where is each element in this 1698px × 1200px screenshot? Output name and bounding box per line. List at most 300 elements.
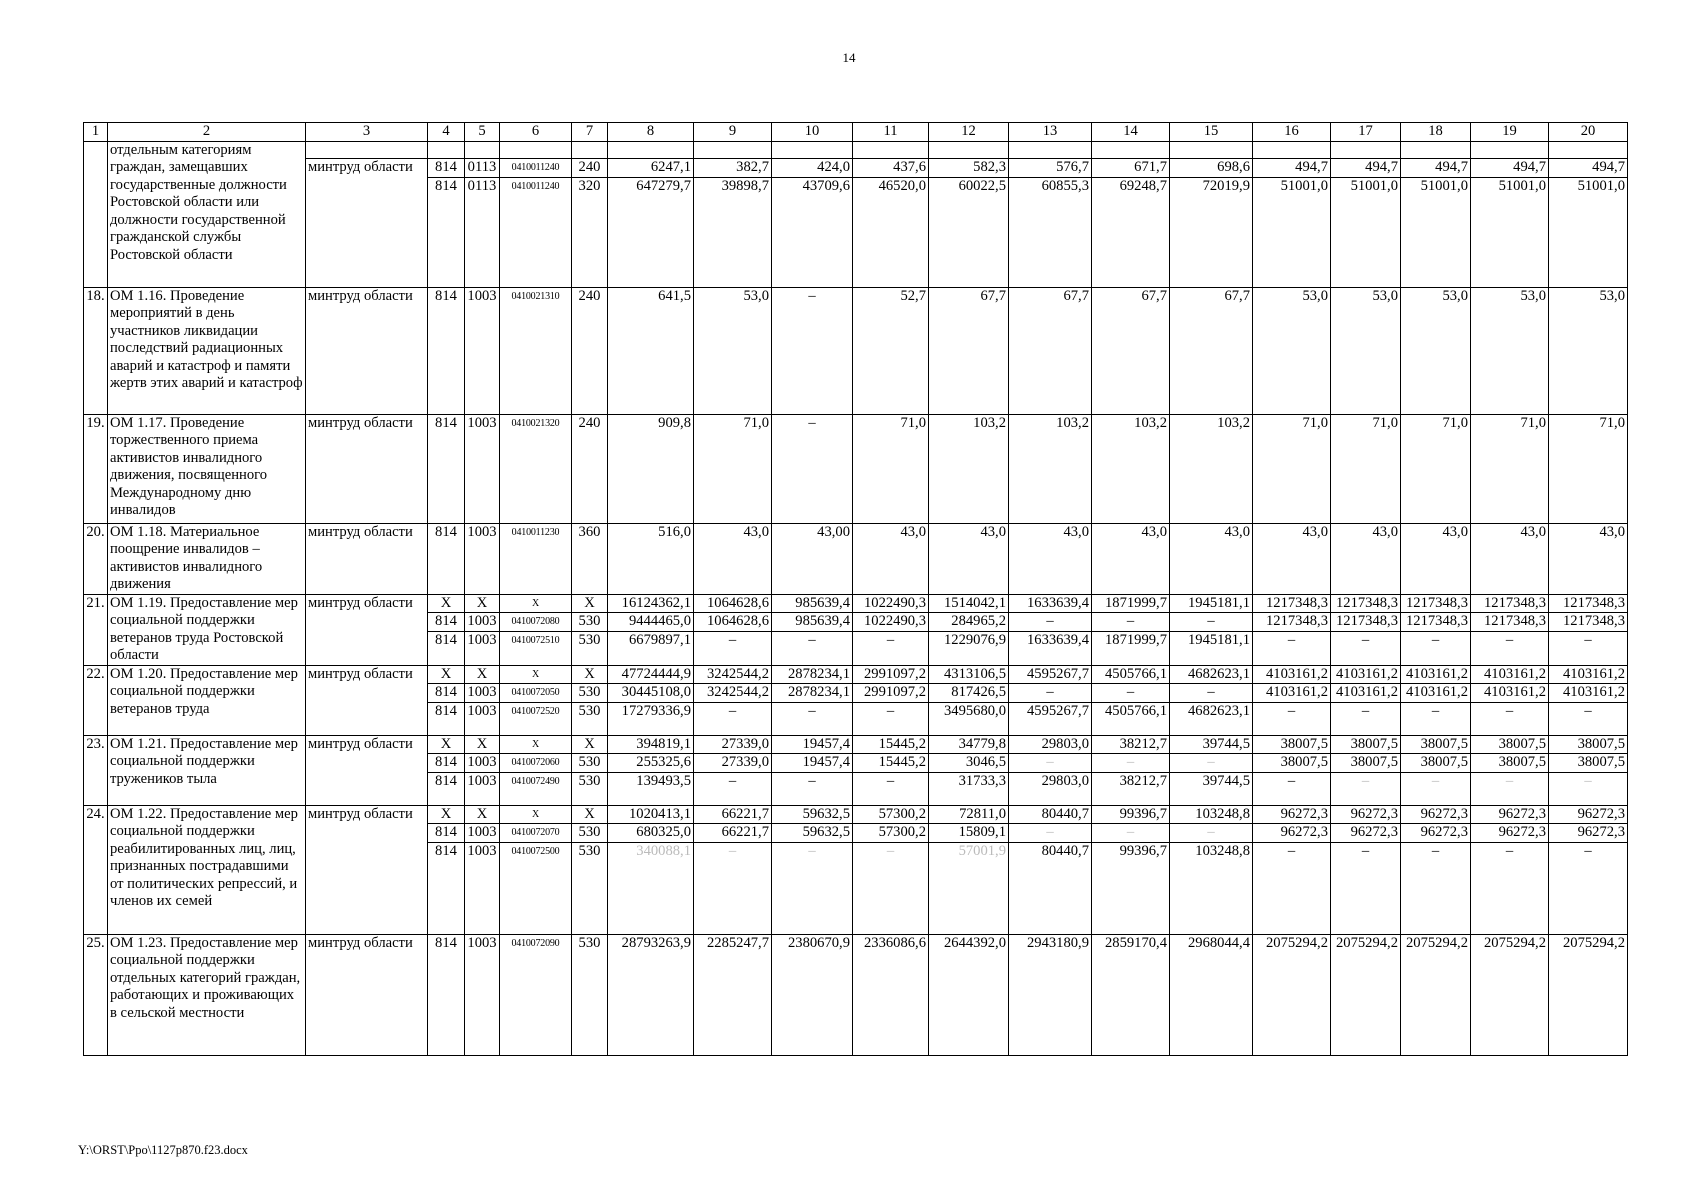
amount-cell: 2991097,2 — [853, 684, 929, 703]
table-row — [84, 287, 1628, 414]
amount-cell: 4103161,2 — [1471, 684, 1549, 703]
executor: минтруд области — [306, 735, 428, 805]
page-number: 14 — [842, 50, 856, 65]
column-number: 8 — [608, 123, 694, 142]
target-article-code: Х — [500, 594, 572, 613]
column-number: 3 — [306, 123, 428, 142]
amount-cell: – — [1009, 824, 1092, 843]
target-article-code: Х — [500, 805, 572, 824]
section-code: 1003 — [465, 287, 500, 414]
column-number: 10 — [772, 123, 853, 142]
amount-cell: 99396,7 — [1092, 842, 1170, 934]
amount-cell: 53,0 — [1253, 287, 1331, 414]
amount-cell: 3495680,0 — [929, 702, 1009, 735]
amount-cell: 15445,2 — [853, 754, 929, 773]
amount-cell: – — [694, 702, 772, 735]
target-article-code: 0410072050 — [500, 684, 572, 703]
target-article-code: 0410072490 — [500, 772, 572, 805]
amount-cell: 43,0 — [694, 523, 772, 594]
section-code: 1003 — [465, 772, 500, 805]
amount-cell: 1217348,3 — [1253, 613, 1331, 632]
amount-cell: 4103161,2 — [1331, 684, 1401, 703]
column-number-row — [84, 123, 1628, 142]
target-article-code: Х — [500, 735, 572, 754]
expense-type-code: Х — [572, 665, 608, 684]
row-number: 25. — [84, 934, 108, 1055]
measure-name: ОМ 1.22. Предоставление мер социальной поддержки реабилитированных лиц, лиц, признанных пострадавшими от политических репрессий, и членов их семей — [108, 805, 306, 934]
amount-cell: 2968044,4 — [1170, 934, 1253, 1055]
column-number: 15 — [1170, 123, 1253, 142]
amount-cell: 43,0 — [1253, 523, 1331, 594]
amount-cell: – — [1170, 684, 1253, 703]
amount-cell: 3046,5 — [929, 754, 1009, 773]
amount-cell: 19457,4 — [772, 735, 853, 754]
expense-type-code: 530 — [572, 754, 608, 773]
amount-cell: 4103161,2 — [1471, 665, 1549, 684]
amount-cell: 1871999,7 — [1092, 594, 1170, 613]
amount-cell: 43,0 — [929, 523, 1009, 594]
amount-cell: – — [1009, 684, 1092, 703]
amount-cell: 4505766,1 — [1092, 702, 1170, 735]
amount-cell: 2943180,9 — [1009, 934, 1092, 1055]
amount-cell: 38212,7 — [1092, 772, 1170, 805]
amount-cell: – — [1401, 772, 1471, 805]
amount-cell: 3242544,2 — [694, 665, 772, 684]
amount-cell: 424,0 — [772, 159, 853, 178]
amount-cell: – — [694, 842, 772, 934]
column-number: 4 — [428, 123, 465, 142]
section-code: 0113 — [465, 177, 500, 287]
amount-cell: 671,7 — [1092, 159, 1170, 178]
amount-cell: – — [1331, 842, 1401, 934]
column-number: 17 — [1331, 123, 1401, 142]
amount-cell: 39744,5 — [1170, 772, 1253, 805]
amount-cell: 38007,5 — [1471, 735, 1549, 754]
amount-cell: 647279,7 — [608, 177, 694, 287]
amount-cell: 1217348,3 — [1401, 594, 1471, 613]
amount-cell: 57001,9 — [929, 842, 1009, 934]
grbs-code: 814 — [428, 824, 465, 843]
amount-cell: 53,0 — [1331, 287, 1401, 414]
amount-cell: 38007,5 — [1253, 735, 1331, 754]
amount-cell: 96272,3 — [1401, 824, 1471, 843]
amount-cell: 1945181,1 — [1170, 632, 1253, 666]
amount-cell: – — [1471, 772, 1549, 805]
amount-cell: 1217348,3 — [1401, 613, 1471, 632]
executor: минтруд области — [306, 414, 428, 523]
amount-cell: 96272,3 — [1549, 805, 1628, 824]
section-code: 1003 — [465, 613, 500, 632]
amount-cell: 60022,5 — [929, 177, 1009, 287]
amount-cell: 680325,0 — [608, 824, 694, 843]
amount-cell: – — [1401, 842, 1471, 934]
amount-cell: – — [772, 702, 853, 735]
amount-cell: – — [772, 287, 853, 414]
amount-cell: 43709,6 — [772, 177, 853, 287]
empty-cell — [1092, 141, 1170, 159]
amount-cell: 6679897,1 — [608, 632, 694, 666]
amount-cell: 1217348,3 — [1471, 594, 1549, 613]
column-number: 14 — [1092, 123, 1170, 142]
amount-cell: 72811,0 — [929, 805, 1009, 824]
amount-cell: 103248,8 — [1170, 842, 1253, 934]
amount-cell: – — [1170, 824, 1253, 843]
amount-cell: – — [1253, 702, 1331, 735]
expense-type-code: Х — [572, 594, 608, 613]
section-code: Х — [465, 805, 500, 824]
amount-cell: 30445108,0 — [608, 684, 694, 703]
amount-cell: 641,5 — [608, 287, 694, 414]
amount-cell: 139493,5 — [608, 772, 694, 805]
amount-cell: 34779,8 — [929, 735, 1009, 754]
column-number: 6 — [500, 123, 572, 142]
amount-cell: 103,2 — [1009, 414, 1092, 523]
expense-type-code: Х — [572, 805, 608, 824]
amount-cell: – — [853, 632, 929, 666]
amount-cell: – — [1170, 754, 1253, 773]
expense-type-code: 530 — [572, 842, 608, 934]
amount-cell: – — [1092, 684, 1170, 703]
amount-cell: 67,7 — [1092, 287, 1170, 414]
measure-name: ОМ 1.16. Проведение мероприятий в день участников ликвидации последствий радиационных аварий и катастроф и памяти жертв этих аварий и катастроф — [108, 287, 306, 414]
row-number — [84, 141, 108, 287]
amount-cell: 1217348,3 — [1549, 594, 1628, 613]
amount-cell: 43,0 — [1009, 523, 1092, 594]
amount-cell: 6247,1 — [608, 159, 694, 178]
amount-cell: 53,0 — [1401, 287, 1471, 414]
amount-cell: 1064628,6 — [694, 613, 772, 632]
amount-cell: 38007,5 — [1331, 754, 1401, 773]
amount-cell: 2075294,2 — [1253, 934, 1331, 1055]
grbs-code: 814 — [428, 772, 465, 805]
grbs-code: 814 — [428, 754, 465, 773]
amount-cell: 80440,7 — [1009, 805, 1092, 824]
measure-name: ОМ 1.20. Предоставление мер социальной поддержки ветеранов труда — [108, 665, 306, 735]
amount-cell: 494,7 — [1331, 159, 1401, 178]
amount-cell: 576,7 — [1009, 159, 1092, 178]
row-number: 21. — [84, 594, 108, 665]
amount-cell: 255325,6 — [608, 754, 694, 773]
measure-name: ОМ 1.21. Предоставление мер социальной поддержки тружеников тыла — [108, 735, 306, 805]
amount-cell: 2644392,0 — [929, 934, 1009, 1055]
amount-cell: 494,7 — [1549, 159, 1628, 178]
amount-cell: 96272,3 — [1471, 824, 1549, 843]
row-number: 22. — [84, 665, 108, 735]
amount-cell: 53,0 — [694, 287, 772, 414]
amount-cell: – — [1331, 632, 1401, 666]
amount-cell: 51001,0 — [1331, 177, 1401, 287]
amount-cell: 1633639,4 — [1009, 632, 1092, 666]
amount-cell: 103248,8 — [1170, 805, 1253, 824]
amount-cell: 43,0 — [1092, 523, 1170, 594]
amount-cell: 1217348,3 — [1331, 613, 1401, 632]
amount-cell: – — [1253, 772, 1331, 805]
table-row — [84, 665, 1628, 684]
amount-cell: – — [853, 772, 929, 805]
amount-cell: 59632,5 — [772, 824, 853, 843]
row-number: 23. — [84, 735, 108, 805]
executor: минтруд области — [306, 665, 428, 735]
amount-cell: 1022490,3 — [853, 613, 929, 632]
amount-cell: 43,0 — [1170, 523, 1253, 594]
grbs-code: 814 — [428, 613, 465, 632]
executor: минтруд области — [306, 594, 428, 665]
empty-cell — [608, 141, 694, 159]
amount-cell: 2380670,9 — [772, 934, 853, 1055]
amount-cell: 38007,5 — [1401, 754, 1471, 773]
column-number: 19 — [1471, 123, 1549, 142]
section-code: 1003 — [465, 523, 500, 594]
amount-cell: 4103161,2 — [1549, 684, 1628, 703]
section-code: 1003 — [465, 414, 500, 523]
section-code: 1003 — [465, 684, 500, 703]
grbs-code: 814 — [428, 632, 465, 666]
grbs-code: 814 — [428, 523, 465, 594]
amount-cell: 96272,3 — [1549, 824, 1628, 843]
amount-cell: 2075294,2 — [1331, 934, 1401, 1055]
amount-cell: 39898,7 — [694, 177, 772, 287]
amount-cell: – — [1170, 613, 1253, 632]
grbs-code: 814 — [428, 287, 465, 414]
column-number: 7 — [572, 123, 608, 142]
amount-cell: – — [772, 632, 853, 666]
table-body — [84, 123, 1628, 1056]
amount-cell: 43,0 — [853, 523, 929, 594]
amount-cell: 71,0 — [1471, 414, 1549, 523]
empty-cell — [306, 141, 428, 159]
amount-cell: 494,7 — [1401, 159, 1471, 178]
table-row — [84, 594, 1628, 613]
amount-cell: 67,7 — [929, 287, 1009, 414]
expense-type-code: 530 — [572, 613, 608, 632]
amount-cell: 1020413,1 — [608, 805, 694, 824]
amount-cell: 1945181,1 — [1170, 594, 1253, 613]
amount-cell: 51001,0 — [1549, 177, 1628, 287]
target-article-code: 0410011230 — [500, 523, 572, 594]
amount-cell: 96272,3 — [1253, 824, 1331, 843]
amount-cell: – — [1471, 702, 1549, 735]
target-article-code: 0410021310 — [500, 287, 572, 414]
amount-cell: 57300,2 — [853, 805, 929, 824]
amount-cell: – — [694, 632, 772, 666]
amount-cell: 494,7 — [1253, 159, 1331, 178]
amount-cell: 38007,5 — [1549, 754, 1628, 773]
empty-cell — [572, 141, 608, 159]
column-number: 12 — [929, 123, 1009, 142]
amount-cell: 59632,5 — [772, 805, 853, 824]
amount-cell: – — [1549, 702, 1628, 735]
amount-cell: – — [1549, 632, 1628, 666]
grbs-code: 814 — [428, 177, 465, 287]
amount-cell: 103,2 — [1170, 414, 1253, 523]
file-path: Y:\ORST\Ppo\1127p870.f23.docx — [78, 1143, 248, 1157]
amount-cell: 16124362,1 — [608, 594, 694, 613]
amount-cell: 516,0 — [608, 523, 694, 594]
executor: минтруд области — [306, 159, 428, 288]
table-row — [84, 523, 1628, 594]
amount-cell: 1514042,1 — [929, 594, 1009, 613]
target-article-code: 0410072080 — [500, 613, 572, 632]
empty-cell — [465, 141, 500, 159]
amount-cell: 9444465,0 — [608, 613, 694, 632]
expense-type-code: 240 — [572, 159, 608, 178]
amount-cell: 19457,4 — [772, 754, 853, 773]
amount-cell: 17279336,9 — [608, 702, 694, 735]
target-article-code: 0410072060 — [500, 754, 572, 773]
row-number: 24. — [84, 805, 108, 934]
empty-cell — [694, 141, 772, 159]
section-code: 1003 — [465, 702, 500, 735]
amount-cell: 1217348,3 — [1253, 594, 1331, 613]
amount-cell: 71,0 — [1253, 414, 1331, 523]
amount-cell: 4313106,5 — [929, 665, 1009, 684]
amount-cell: – — [1092, 613, 1170, 632]
amount-cell: – — [1253, 842, 1331, 934]
amount-cell: 31733,3 — [929, 772, 1009, 805]
amount-cell: 96272,3 — [1331, 824, 1401, 843]
amount-cell: 2878234,1 — [772, 684, 853, 703]
amount-cell: – — [1092, 754, 1170, 773]
amount-cell: – — [772, 772, 853, 805]
expense-type-code: 530 — [572, 684, 608, 703]
expense-type-code: 530 — [572, 934, 608, 1055]
amount-cell: 53,0 — [1549, 287, 1628, 414]
amount-cell: 909,8 — [608, 414, 694, 523]
expense-type-code: 240 — [572, 414, 608, 523]
expense-type-code: 530 — [572, 824, 608, 843]
empty-cell — [1471, 141, 1549, 159]
grbs-code: 814 — [428, 159, 465, 178]
amount-cell: – — [1401, 632, 1471, 666]
amount-cell: 1871999,7 — [1092, 632, 1170, 666]
amount-cell: 4682623,1 — [1170, 702, 1253, 735]
empty-cell — [1009, 141, 1092, 159]
amount-cell: – — [1331, 702, 1401, 735]
amount-cell: 72019,9 — [1170, 177, 1253, 287]
section-code: 1003 — [465, 824, 500, 843]
amount-cell: – — [1549, 842, 1628, 934]
amount-cell: 4103161,2 — [1253, 665, 1331, 684]
column-number: 18 — [1401, 123, 1471, 142]
budget-table — [83, 122, 1628, 1056]
amount-cell: 66221,7 — [694, 805, 772, 824]
amount-cell: 38007,5 — [1331, 735, 1401, 754]
amount-cell: 29803,0 — [1009, 772, 1092, 805]
amount-cell: 51001,0 — [1401, 177, 1471, 287]
target-article-code: 0410011240 — [500, 177, 572, 287]
executor: минтруд области — [306, 287, 428, 414]
empty-cell — [1170, 141, 1253, 159]
amount-cell: 103,2 — [1092, 414, 1170, 523]
amount-cell: 99396,7 — [1092, 805, 1170, 824]
column-number: 13 — [1009, 123, 1092, 142]
amount-cell: 1217348,3 — [1549, 613, 1628, 632]
section-code: 1003 — [465, 934, 500, 1055]
amount-cell: 1064628,6 — [694, 594, 772, 613]
amount-cell: 71,0 — [1401, 414, 1471, 523]
target-article-code: 0410021320 — [500, 414, 572, 523]
amount-cell: 4103161,2 — [1253, 684, 1331, 703]
measure-name: ОМ 1.23. Предоставление мер социальной поддержки отдельных категорий граждан, работающих и проживающих в сельской местности — [108, 934, 306, 1055]
section-code: 1003 — [465, 842, 500, 934]
amount-cell: 38007,5 — [1401, 735, 1471, 754]
amount-cell: 2075294,2 — [1549, 934, 1628, 1055]
amount-cell: 4103161,2 — [1401, 684, 1471, 703]
row-number: 18. — [84, 287, 108, 414]
section-code: Х — [465, 665, 500, 684]
empty-cell — [1253, 141, 1331, 159]
table-row — [84, 159, 1628, 178]
amount-cell: 698,6 — [1170, 159, 1253, 178]
amount-cell: 494,7 — [1471, 159, 1549, 178]
column-number: 5 — [465, 123, 500, 142]
amount-cell: 1217348,3 — [1331, 594, 1401, 613]
column-number: 9 — [694, 123, 772, 142]
amount-cell: 2075294,2 — [1471, 934, 1549, 1055]
amount-cell: 284965,2 — [929, 613, 1009, 632]
amount-cell: 38007,5 — [1471, 754, 1549, 773]
amount-cell: 51001,0 — [1471, 177, 1549, 287]
executor: минтруд области — [306, 805, 428, 934]
section-code: 0113 — [465, 159, 500, 178]
empty-cell — [1549, 141, 1628, 159]
amount-cell: 15809,1 — [929, 824, 1009, 843]
amount-cell: 69248,7 — [1092, 177, 1170, 287]
amount-cell: – — [1009, 754, 1092, 773]
section-code: Х — [465, 735, 500, 754]
section-code: 1003 — [465, 632, 500, 666]
amount-cell: 38007,5 — [1253, 754, 1331, 773]
grbs-code: Х — [428, 805, 465, 824]
amount-cell: 27339,0 — [694, 754, 772, 773]
expense-type-code: 360 — [572, 523, 608, 594]
amount-cell: 43,00 — [772, 523, 853, 594]
empty-cell — [772, 141, 853, 159]
target-article-code: 0410072070 — [500, 824, 572, 843]
amount-cell: 1022490,3 — [853, 594, 929, 613]
amount-cell: 2075294,2 — [1401, 934, 1471, 1055]
amount-cell: 80440,7 — [1009, 842, 1092, 934]
amount-cell: – — [772, 842, 853, 934]
amount-cell: – — [1471, 632, 1549, 666]
amount-cell: 67,7 — [1170, 287, 1253, 414]
column-number: 2 — [108, 123, 306, 142]
grbs-code: 814 — [428, 702, 465, 735]
grbs-code: Х — [428, 665, 465, 684]
executor: минтруд области — [306, 934, 428, 1055]
amount-cell: 96272,3 — [1253, 805, 1331, 824]
amount-cell: 43,0 — [1401, 523, 1471, 594]
amount-cell: 1633639,4 — [1009, 594, 1092, 613]
amount-cell: 2991097,2 — [853, 665, 929, 684]
amount-cell: 394819,1 — [608, 735, 694, 754]
empty-cell — [500, 141, 572, 159]
target-article-code: 0410072520 — [500, 702, 572, 735]
amount-cell: 4103161,2 — [1549, 665, 1628, 684]
amount-cell: – — [694, 772, 772, 805]
expense-type-code: 530 — [572, 632, 608, 666]
amount-cell: 2285247,7 — [694, 934, 772, 1055]
amount-cell: 27339,0 — [694, 735, 772, 754]
amount-cell: 985639,4 — [772, 613, 853, 632]
empty-cell — [1401, 141, 1471, 159]
amount-cell: 340088,1 — [608, 842, 694, 934]
column-number: 11 — [853, 123, 929, 142]
amount-cell: 39744,5 — [1170, 735, 1253, 754]
section-code: Х — [465, 594, 500, 613]
table-row — [84, 414, 1628, 523]
amount-cell: 46520,0 — [853, 177, 929, 287]
